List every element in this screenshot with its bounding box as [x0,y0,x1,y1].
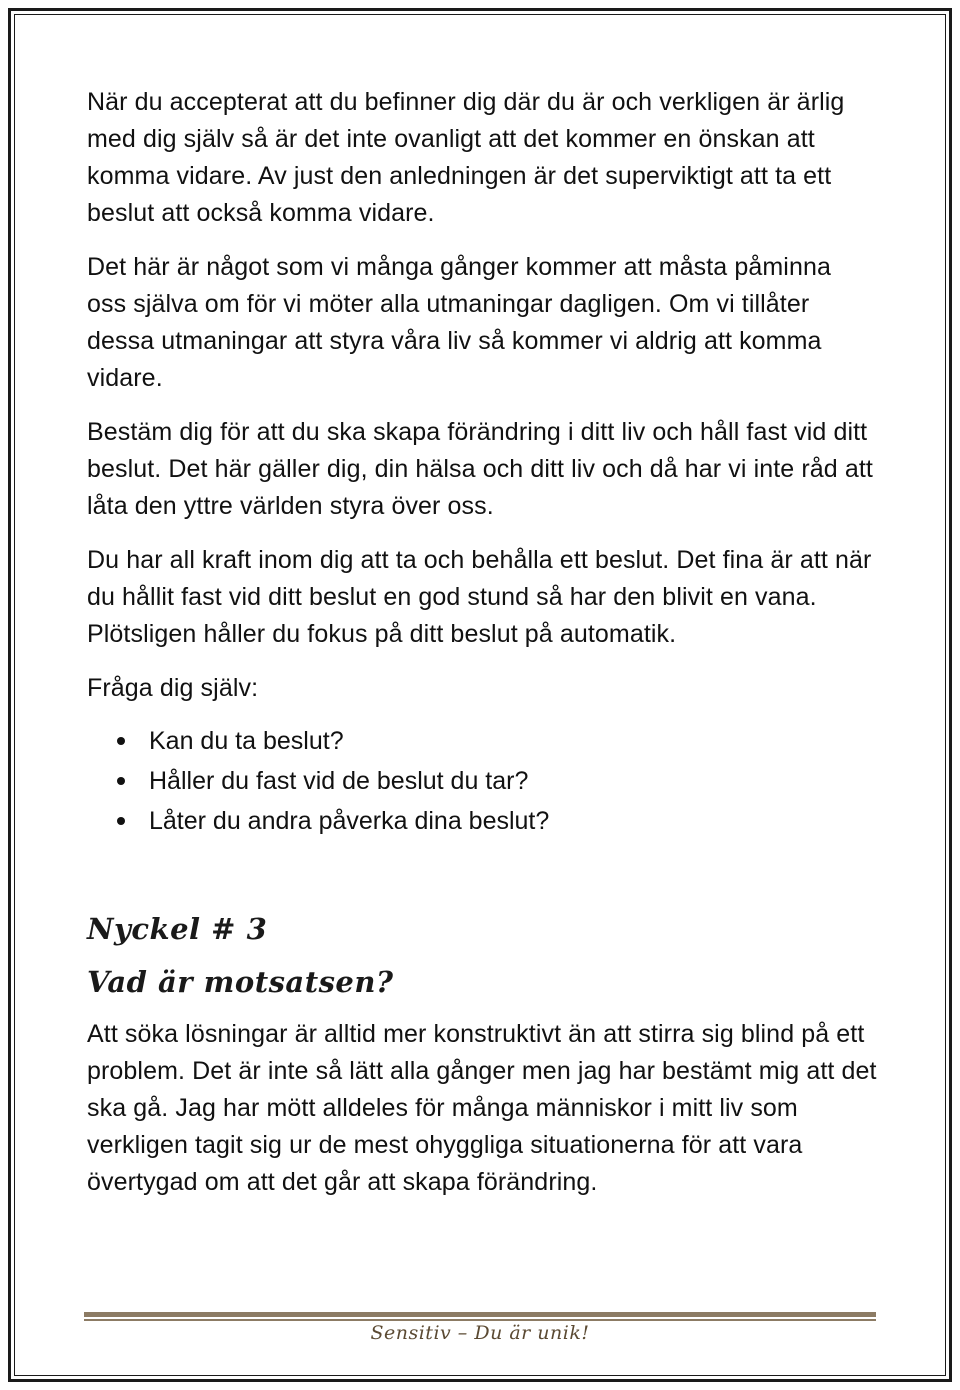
section-heading-key: Nyckel # 3 [87,912,268,946]
footer-rule [84,1312,876,1317]
paragraph-5: Att söka lösningar är alltid mer konstruktivt än att stirra sig blind på ett problem. Det är inte så lätt alla gånger men jag har bestämt mig att det ska gå. Jag har mött alldeles för många människor i mitt liv som verkligen tagit sig ur de mest ohyggliga situationerna för att vara övertygad om att det går att skapa förändring. [87,1020,877,1196]
document-body [87,84,877,1201]
list-item: Kan du ta beslut? [87,721,877,761]
question-list [87,721,877,841]
bullet-icon [117,817,125,825]
bullet-icon [117,777,125,785]
list-item: Håller du fast vid de beslut du tar? [87,761,877,801]
question-lead: Fråga dig själv: [87,674,259,702]
footer-rule-thin [84,1319,876,1321]
paragraph-3: Bestäm dig för att du ska skapa förändring i ditt liv och håll fast vid ditt beslut. Det här gäller dig, din hälsa och ditt liv och då har vi inte råd att låta den yttre världen styra över oss. [87,418,873,520]
paragraph-1: När du accepterat att du befinner dig där du är och verkligen är ärlig med dig själv så är det inte ovanligt att det kommer en önskan att komma vidare. Av just den anledningen är det superviktigt att ta ett beslut att också komma vidare. [87,88,845,227]
footer-text: Sensitiv – Du är unik! [370,1322,590,1344]
section-heading-question: Vad är motsatsen? [87,965,394,999]
paragraph-2: Det här är något som vi många gånger kommer att måsta påminna oss själva om för vi möter alla utmaningar dagligen. Om vi tillåter dessa utmaningar att styra våra liv så kommer vi aldrig att komma vidare. [87,253,831,392]
list-item: Låter du andra påverka dina beslut? [87,801,877,841]
bullet-icon [117,737,125,745]
paragraph-4: Du har all kraft inom dig att ta och behålla ett beslut. Det fina är att när du hållit fast vid ditt beslut en god stund så har den blivit en vana. Plötsligen håller du fokus på ditt beslut på automatik. [87,546,872,648]
